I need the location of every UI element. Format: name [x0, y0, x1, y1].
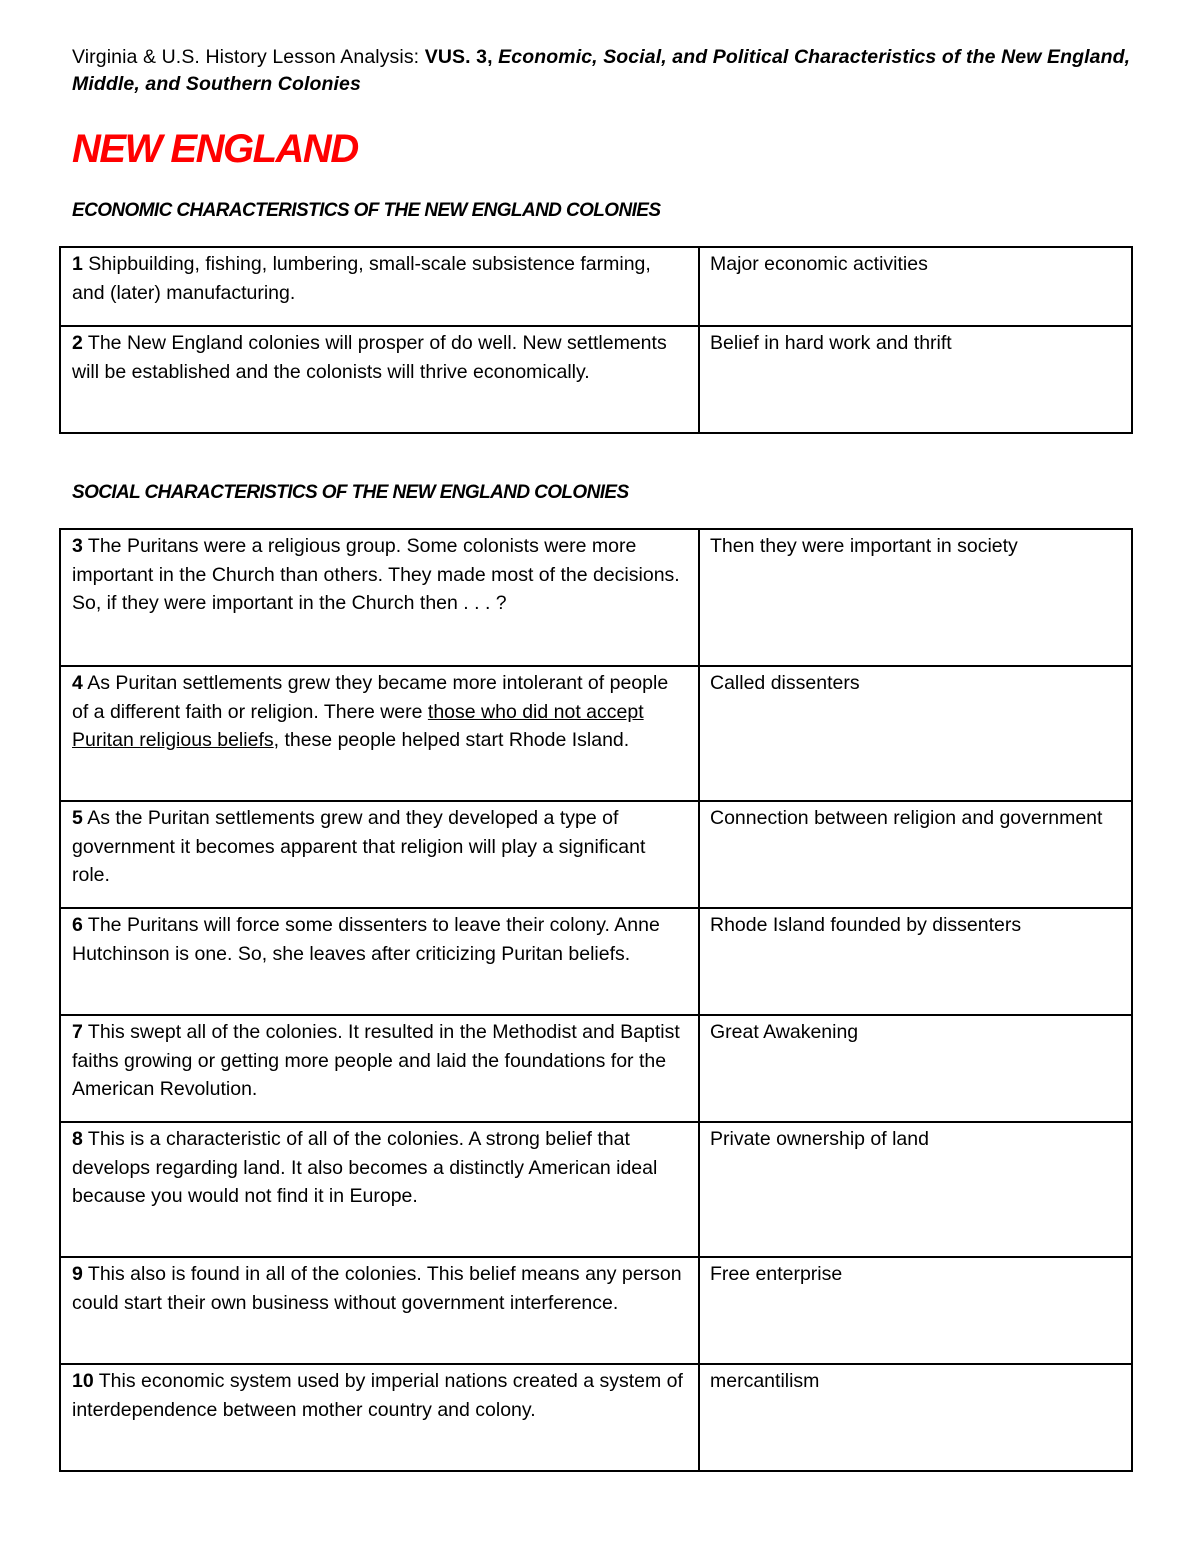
- table-row: [60, 529, 1132, 666]
- table-row: [60, 247, 1132, 326]
- answer-cell: Belief in hard work and thrift: [699, 326, 1132, 433]
- question-cell: [60, 666, 699, 801]
- answer-cell: Great Awakening: [699, 1015, 1132, 1122]
- table-row: [60, 908, 1132, 1015]
- question-number: 3: [72, 535, 83, 557]
- answer-cell: Called dissenters: [699, 666, 1132, 801]
- question-cell: [60, 908, 699, 1015]
- question-cell: [60, 247, 699, 326]
- answer-cell: Private ownership of land: [699, 1122, 1132, 1257]
- answer-cell: mercantilism: [699, 1364, 1132, 1471]
- question-text: This swept all of the colonies. It resulted in the Methodist and Baptist faiths growing or getting more people and laid the foundations for the American Revolution.: [72, 1021, 680, 1101]
- question-text: The Puritans were a religious group. Some colonists were more important in the Church than others. They made most of the decisions. So, if they were important in the Church then . . . ?: [72, 535, 680, 615]
- social-table: [59, 528, 1133, 1472]
- economic-table: [59, 246, 1133, 434]
- underlined-phrase: those who did not accept Puritan religious beliefs: [72, 700, 644, 752]
- question-text: This also is found in all of the colonies. This belief means any person could start their own business without government interference.: [72, 1263, 682, 1314]
- question-cell: [60, 1122, 699, 1257]
- answer-cell: Connection between religion and government: [699, 801, 1132, 908]
- standard-code: VUS. 3: [424, 46, 488, 68]
- answer-cell: Then they were important in society: [699, 529, 1132, 666]
- question-text: Shipbuilding, fishing, lumbering, small-scale subsistence farming, and (later) manufacturing.: [72, 253, 651, 304]
- answer-cell: Rhode Island founded by dissenters: [699, 908, 1132, 1015]
- question-text: As the Puritan settlements grew and they developed a type of government it becomes apparent that religion will play a significant role.: [72, 807, 646, 887]
- question-cell: [60, 326, 699, 433]
- economic-heading: ECONOMIC CHARACTERISTICS OF THE NEW ENGLAND COLONIES: [72, 200, 661, 221]
- question-text: The Puritans will force some dissenters to leave their colony. Anne Hutchinson is one. So, she leaves after criticizing Puritan beliefs.: [72, 914, 660, 965]
- question-text-end: , these people helped start Rhode Island.: [273, 729, 630, 752]
- question-cell: [60, 801, 699, 908]
- question-number: 9: [72, 1263, 83, 1285]
- answer-cell: Major economic activities: [699, 247, 1132, 326]
- header-separator: ,: [487, 46, 499, 68]
- social-heading: SOCIAL CHARACTERISTICS OF THE NEW ENGLAND COLONIES: [72, 482, 629, 503]
- table-row: [60, 801, 1132, 908]
- question-number: 1: [72, 253, 83, 275]
- lesson-header: [72, 44, 1142, 98]
- question-text: As Puritan settlements grew they became more intolerant of people of a different faith or religion. There were: [72, 672, 669, 723]
- question-number: 8: [72, 1128, 83, 1150]
- question-cell: [60, 1015, 699, 1122]
- question-number: 5: [72, 807, 83, 829]
- table-row: [60, 326, 1132, 433]
- question-text: This economic system used by imperial nations created a system of interdependence between mother country and colony.: [72, 1370, 683, 1421]
- question-cell: [60, 529, 699, 666]
- question-cell: [60, 1257, 699, 1364]
- page-title: NEW ENGLAND: [72, 127, 358, 171]
- header-prefix: Virginia & U.S. History Lesson Analysis:: [72, 46, 425, 68]
- table-row: [60, 1015, 1132, 1122]
- table-row: [60, 1122, 1132, 1257]
- question-cell: [60, 1364, 699, 1471]
- question-number: 4: [72, 672, 83, 694]
- question-number: 7: [72, 1021, 83, 1043]
- question-text: The New England colonies will prosper of do well. New settlements will be established and the colonists will thrive economically.: [72, 332, 667, 383]
- question-number: 6: [72, 914, 83, 936]
- table-row: [60, 1364, 1132, 1471]
- question-number: 2: [72, 332, 83, 354]
- answer-cell: Free enterprise: [699, 1257, 1132, 1364]
- question-text: This is a characteristic of all of the colonies. A strong belief that develops regarding land. It also becomes a distinctly American ideal because you would not find it in Europe.: [72, 1128, 658, 1208]
- table-row: [60, 666, 1132, 801]
- table-row: [60, 1257, 1132, 1364]
- question-number: 10: [72, 1370, 94, 1392]
- lesson-subject: Economic, Social, and Political Characteristics of the New England, Middle, and Southern Colonies: [72, 46, 1131, 95]
